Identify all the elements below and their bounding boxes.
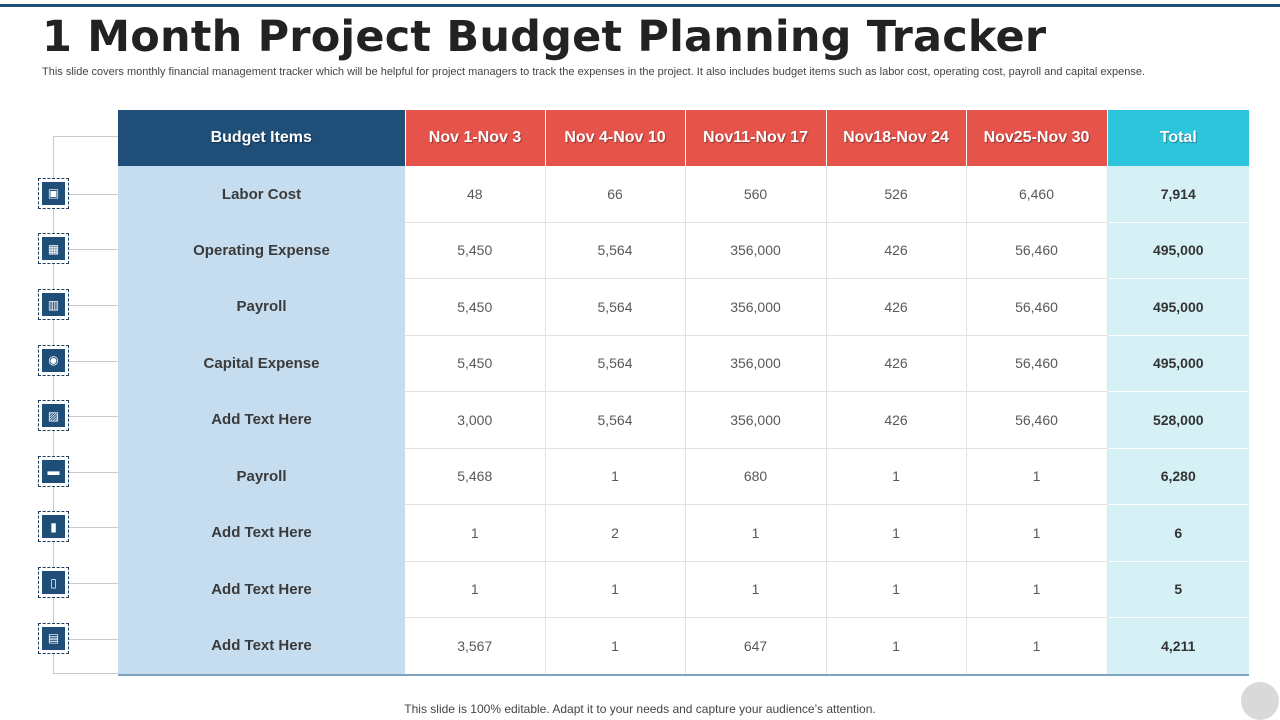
icon-connector [69, 583, 118, 584]
period-value-cell: 426 [826, 222, 966, 279]
budget-item-cell: Operating Expense [118, 222, 405, 279]
total-cell: 6,280 [1107, 448, 1249, 505]
period-value-cell: 1 [405, 561, 545, 618]
total-cell: 6 [1107, 505, 1249, 562]
budget-item-cell: Add Text Here [118, 392, 405, 449]
table-row [118, 618, 1249, 675]
period-value-cell: 1 [826, 561, 966, 618]
icon-connector [69, 194, 118, 195]
period-value-cell: 1 [545, 448, 685, 505]
period-value-cell: 3,567 [405, 618, 545, 675]
period-value-cell: 356,000 [685, 392, 826, 449]
total-cell: 495,000 [1107, 279, 1249, 336]
period-value-cell: 2 [545, 505, 685, 562]
period-value-cell: 56,460 [966, 335, 1107, 392]
total-cell: 5 [1107, 561, 1249, 618]
table-row [118, 222, 1249, 279]
footer-note: This slide is 100% editable. Adapt it to your needs and capture your audience’s attention. [404, 702, 876, 716]
period-value-cell: 5,450 [405, 279, 545, 336]
header-total: Total [1107, 110, 1249, 166]
period-value-cell: 5,468 [405, 448, 545, 505]
header-budget-items: Budget Items [118, 110, 405, 166]
period-value-cell: 680 [685, 448, 826, 505]
period-value-cell: 1 [685, 505, 826, 562]
header-period-3: Nov11-Nov 17 [685, 110, 826, 166]
period-value-cell: 426 [826, 392, 966, 449]
presentation-icon: ▣ [38, 178, 69, 209]
bracket-top [53, 136, 118, 137]
budget-item-cell: Add Text Here [118, 505, 405, 562]
period-value-cell: 1 [826, 618, 966, 675]
header-period-1: Nov 1-Nov 3 [405, 110, 545, 166]
total-cell: 495,000 [1107, 222, 1249, 279]
period-value-cell: 1 [966, 561, 1107, 618]
table-row [118, 561, 1249, 618]
table-row [118, 392, 1249, 449]
budget-item-cell: Add Text Here [118, 561, 405, 618]
period-value-cell: 647 [685, 618, 826, 675]
table-row [118, 279, 1249, 336]
icon-connector [69, 305, 118, 306]
total-cell: 7,914 [1107, 166, 1249, 222]
briefcase-icon: ▤ [38, 623, 69, 654]
period-value-cell: 560 [685, 166, 826, 222]
total-cell: 495,000 [1107, 335, 1249, 392]
period-value-cell: 1 [826, 505, 966, 562]
period-value-cell: 1 [826, 448, 966, 505]
clipboard-icon: ▯ [38, 567, 69, 598]
period-value-cell: 56,460 [966, 279, 1107, 336]
icon-connector [69, 527, 118, 528]
documents-icon: ▮ [38, 511, 69, 542]
header-period-5: Nov25-Nov 30 [966, 110, 1107, 166]
period-value-cell: 3,000 [405, 392, 545, 449]
calendar-icon: ▦ [38, 233, 69, 264]
budget-item-cell: Capital Expense [118, 335, 405, 392]
chart-icon: ▨ [38, 400, 69, 431]
period-value-cell: 1 [545, 561, 685, 618]
building-icon: ▥ [38, 289, 69, 320]
period-value-cell: 6,460 [966, 166, 1107, 222]
period-value-cell: 356,000 [685, 222, 826, 279]
period-value-cell: 5,450 [405, 222, 545, 279]
budget-item-cell: Labor Cost [118, 166, 405, 222]
period-value-cell: 56,460 [966, 392, 1107, 449]
total-cell: 4,211 [1107, 618, 1249, 675]
period-value-cell: 5,564 [545, 279, 685, 336]
cash-icon: ▬ [38, 456, 69, 487]
nav-circle[interactable] [1241, 682, 1279, 720]
page-subtitle: This slide covers monthly financial management tracker which will be helpful for project managers to track the expenses in the project. It also includes budget items such as labor cost, operating cost, payroll and capital expense. [42, 66, 1146, 78]
icon-connector [69, 639, 118, 640]
period-value-cell: 426 [826, 279, 966, 336]
period-value-cell: 5,564 [545, 335, 685, 392]
table-row [118, 166, 1249, 222]
total-cell: 528,000 [1107, 392, 1249, 449]
period-value-cell: 1 [685, 561, 826, 618]
budget-table [118, 110, 1249, 676]
period-value-cell: 426 [826, 335, 966, 392]
header-period-2: Nov 4-Nov 10 [545, 110, 685, 166]
period-value-cell: 5,450 [405, 335, 545, 392]
period-value-cell: 1 [966, 618, 1107, 675]
page-title: 1 Month Project Budget Planning Tracker [42, 12, 1047, 62]
period-value-cell: 48 [405, 166, 545, 222]
budget-item-cell: Add Text Here [118, 618, 405, 675]
table-row [118, 505, 1249, 562]
period-value-cell: 1 [545, 618, 685, 675]
header-period-4: Nov18-Nov 24 [826, 110, 966, 166]
budget-item-cell: Payroll [118, 448, 405, 505]
table-row [118, 448, 1249, 505]
icon-connector [69, 249, 118, 250]
period-value-cell: 356,000 [685, 335, 826, 392]
icon-connector [69, 416, 118, 417]
period-value-cell: 356,000 [685, 279, 826, 336]
period-value-cell: 526 [826, 166, 966, 222]
icon-connector [69, 361, 118, 362]
table-header-row [118, 110, 1249, 166]
period-value-cell: 66 [545, 166, 685, 222]
hand-coin-icon: ◉ [38, 345, 69, 376]
period-value-cell: 1 [966, 505, 1107, 562]
period-value-cell: 1 [405, 505, 545, 562]
period-value-cell: 5,564 [545, 222, 685, 279]
period-value-cell: 56,460 [966, 222, 1107, 279]
period-value-cell: 5,564 [545, 392, 685, 449]
period-value-cell: 1 [966, 448, 1107, 505]
icon-connector [69, 472, 118, 473]
table-row [118, 335, 1249, 392]
budget-item-cell: Payroll [118, 279, 405, 336]
top-rule [0, 4, 1280, 7]
